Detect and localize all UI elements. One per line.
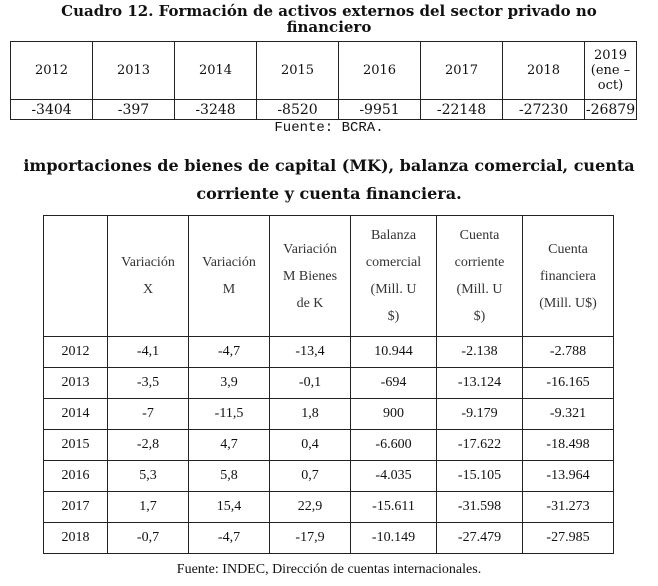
table-cell: -0,1 — [270, 368, 351, 399]
header-line: 2019 — [593, 48, 628, 63]
table-cell: -4,7 — [189, 523, 270, 554]
table-cell: -694 — [351, 368, 437, 399]
formation-assets-table — [10, 41, 637, 120]
table-cell: 0,7 — [270, 461, 351, 492]
header-line: (ene – — [590, 63, 631, 78]
table-row — [44, 399, 614, 430]
table1-value-row — [11, 100, 637, 120]
table-cell: -18.498 — [523, 430, 614, 461]
header-line: Variación — [121, 255, 175, 270]
table-cell: -13,4 — [270, 337, 351, 368]
header-line: (Mill. U$) — [539, 295, 597, 311]
table-cell: 22,9 — [270, 492, 351, 523]
table2-header-cell — [351, 216, 437, 337]
table-cell: -17,9 — [270, 523, 351, 554]
table2-header-row — [44, 216, 614, 337]
table-cell: -9.321 — [523, 399, 614, 430]
row-year: 2018 — [44, 523, 108, 554]
header-line: Variación — [202, 255, 256, 270]
table-cell: 4,7 — [189, 430, 270, 461]
header-line: Variación — [283, 241, 337, 257]
table2-title-line2: corriente y cuenta financiera. — [196, 184, 462, 203]
table-cell: -27.985 — [523, 523, 614, 554]
table1-header-cell: 2016 — [339, 42, 421, 100]
table-cell: -2,8 — [108, 430, 189, 461]
header-line: Cuenta — [548, 241, 588, 257]
table-row — [44, 461, 614, 492]
table2-header-cell — [108, 216, 189, 337]
table-cell: 5,8 — [189, 461, 270, 492]
table-cell: -0,7 — [108, 523, 189, 554]
table-cell: -10.149 — [351, 523, 437, 554]
table2-header-cell — [523, 216, 614, 337]
table-cell: -27.479 — [437, 523, 523, 554]
row-year: 2016 — [44, 461, 108, 492]
table-cell: 5,3 — [108, 461, 189, 492]
table-cell: -9.179 — [437, 399, 523, 430]
header-line: M — [222, 282, 236, 297]
table1-header-cell: 2017 — [421, 42, 503, 100]
table-cell: -6.600 — [351, 430, 437, 461]
header-line: (Mill. U — [456, 282, 503, 297]
table-cell: 10.944 — [351, 337, 437, 368]
header-line: Balanza — [370, 228, 417, 243]
header-line: $) — [473, 309, 486, 324]
table2-header-cell — [270, 216, 351, 337]
table-cell: 15,4 — [189, 492, 270, 523]
table-cell: -13.964 — [523, 461, 614, 492]
table-cell: -4,1 — [108, 337, 189, 368]
row-year: 2017 — [44, 492, 108, 523]
header-line: oct) — [597, 78, 624, 93]
table1-value-cell: -27230 — [503, 100, 585, 120]
table1-value-cell: -22148 — [421, 100, 503, 120]
table-cell: -3,5 — [108, 368, 189, 399]
table-cell: -15.611 — [351, 492, 437, 523]
table2-source: Fuente: INDEC, Dirección de cuentas internacionales. — [176, 562, 482, 577]
row-year: 2013 — [44, 368, 108, 399]
table-cell: 900 — [351, 399, 437, 430]
table1-value-cell: -3404 — [11, 100, 93, 120]
header-line: X — [142, 282, 154, 297]
table1-header-cell: 2018 — [503, 42, 585, 100]
table-cell: 3,9 — [189, 368, 270, 399]
table1-value-cell: -3248 — [175, 100, 257, 120]
table-cell: 1,8 — [270, 399, 351, 430]
table-cell: -11,5 — [189, 399, 270, 430]
header-line: M Bienes — [282, 268, 338, 284]
table1-value-cell: -397 — [93, 100, 175, 120]
table-row — [44, 492, 614, 523]
table-cell: 0,4 — [270, 430, 351, 461]
table-cell: 1,7 — [108, 492, 189, 523]
table-cell: -31.273 — [523, 492, 614, 523]
table-row — [44, 430, 614, 461]
row-year: 2012 — [44, 337, 108, 368]
table1-header-cell: 2012 — [11, 42, 93, 100]
header-line: corriente — [454, 255, 505, 270]
table1-header-row — [11, 42, 637, 100]
table2-header-cell — [437, 216, 523, 337]
table1-header-cell: 2015 — [257, 42, 339, 100]
table-cell: -17.622 — [437, 430, 523, 461]
table1-value-cell: -8520 — [257, 100, 339, 120]
table-row — [44, 337, 614, 368]
table1-title-line2: financiero — [286, 18, 372, 36]
header-line: Cuenta — [459, 228, 500, 243]
table-cell: -31.598 — [437, 492, 523, 523]
table1-title-line1: Cuadro 12. Formación de activos externos del sector privado no — [61, 2, 597, 20]
table1-value-cell: -9951 — [339, 100, 421, 120]
header-line: financiera — [540, 268, 596, 284]
trade-balance-table — [43, 215, 614, 554]
header-line: (Mill. U — [370, 282, 417, 297]
row-year: 2014 — [44, 399, 108, 430]
table1-header-cell: 2014 — [175, 42, 257, 100]
table1-value-cell: -26879 — [585, 101, 636, 118]
table-cell: -15.105 — [437, 461, 523, 492]
header-line: $) — [387, 309, 400, 324]
table1-header-cell-2019 — [585, 42, 637, 100]
table-cell: -2.138 — [437, 337, 523, 368]
header-line: comercial — [365, 255, 422, 270]
table-row — [44, 368, 614, 399]
table-cell: -7 — [108, 399, 189, 430]
table2-header-corner — [44, 216, 108, 337]
table-row — [44, 523, 614, 554]
table-cell: -4.035 — [351, 461, 437, 492]
table2-header-cell — [189, 216, 270, 337]
table1-source: Fuente: BCRA. — [274, 120, 384, 136]
header-line: de K — [296, 295, 324, 311]
table-cell: -2.788 — [523, 337, 614, 368]
table1-title — [0, 3, 658, 35]
table2-title — [0, 152, 658, 208]
table-cell: -16.165 — [523, 368, 614, 399]
table1-header-cell: 2013 — [93, 42, 175, 100]
row-year: 2015 — [44, 430, 108, 461]
table2-title-line1: importaciones de bienes de capital (MK), balanza comercial, cuenta — [23, 156, 635, 175]
table-cell: -13.124 — [437, 368, 523, 399]
table-cell: -4,7 — [189, 337, 270, 368]
